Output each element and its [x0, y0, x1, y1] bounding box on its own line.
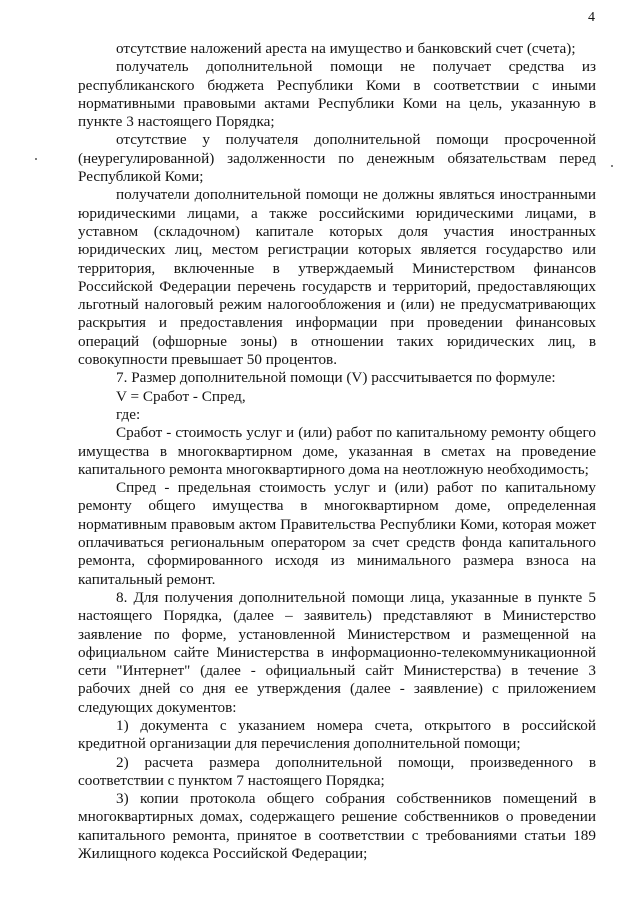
formula-where: где: [116, 405, 141, 423]
paragraph: Спред - предельная стоимость услуг и (или) работ по капитальному ремонту общего имущества в многоквартирном доме, определенная нормативным правовым актом Правительства Республики Коми, которая может оплачиваться региональным оператором за счет средств фонда капитального ремонта, сформированного исходя из минимального размера взноса на капитальный ремонт. [78, 479, 596, 588]
paragraph: получатели дополнительной помощи не должны являться иностранными юридическими лицами, а также российскими юридическими лицами, в уставном (складочном) капитале которых доля участия иностранных юридических лиц, местом регистрации которых является государство или территория, включенные в утверждаемый Министерством финансов Российской Федерации перечень государств и территорий, предоставляющих льготный налоговый режим налогообложения и (или) не предусматривающих раскрытия и предоставления информации при проведении финансовых операций (офшорные зоны) в отношении таких юридических лиц, в совокупности превышает 50 процентов. [78, 186, 596, 369]
margin-mark [35, 158, 37, 160]
list-item: 2) расчета размера дополнительной помощи, произведенного в соответствии с пунктом 7 настоящего Порядка; [78, 753, 596, 789]
document-body [78, 40, 596, 863]
section-8-paragraph: 8. Для получения дополнительной помощи лица, указанные в пункте 5 настоящего Порядка, (далее – заявитель) представляют в Министерство заявление по форме, установленной Министерством и размещенной на официальном сайте Министерства в информационно-телекоммуникационной сети "Интернет" (далее - официальный сайт Министерства) в течение 3 рабочих дней со дня ее утверждения (далее - заявление) с приложением следующих документов: [78, 588, 596, 716]
margin-mark [611, 165, 613, 167]
paragraph: получатель дополнительной помощи не получает средства из республиканского бюджета Республики Коми в соответствии с иными нормативными правовыми актами Республики Коми на цель, указанную в пункте 3 настоящего Порядка; [78, 58, 596, 131]
list-item: 1) документа с указанием номера счета, открытого в российской кредитной организации для перечисления дополнительной помощи; [78, 716, 596, 753]
formula: V = Сработ - Спред, [116, 387, 246, 405]
paragraph: Сработ - стоимость услуг и (или) работ по капитальному ремонту общего имущества в многоквартирном доме, указанная в сметах на проведение капитального ремонта многоквартирного дома на неотложную необходимость; [78, 424, 596, 478]
paragraph: отсутствие наложений ареста на имущество и банковский счет (счета); [116, 40, 576, 57]
list-item: 3) копии протокола общего собрания собственников помещений в многоквартирных домах, содержащего решение собственников о проведении капитального ремонта, принятое в соответствии с требованиями статьи 189 Жилищного кодекса Российской Федерации; [78, 790, 596, 863]
section-7-heading: 7. Размер дополнительной помощи (V) рассчитывается по формуле: [116, 369, 556, 387]
paragraph: отсутствие у получателя дополнительной помощи просроченной (неурегулированной) задолженности по денежным обязательствам перед Республикой Коми; [78, 131, 596, 186]
page-number: 4 [588, 10, 595, 25]
